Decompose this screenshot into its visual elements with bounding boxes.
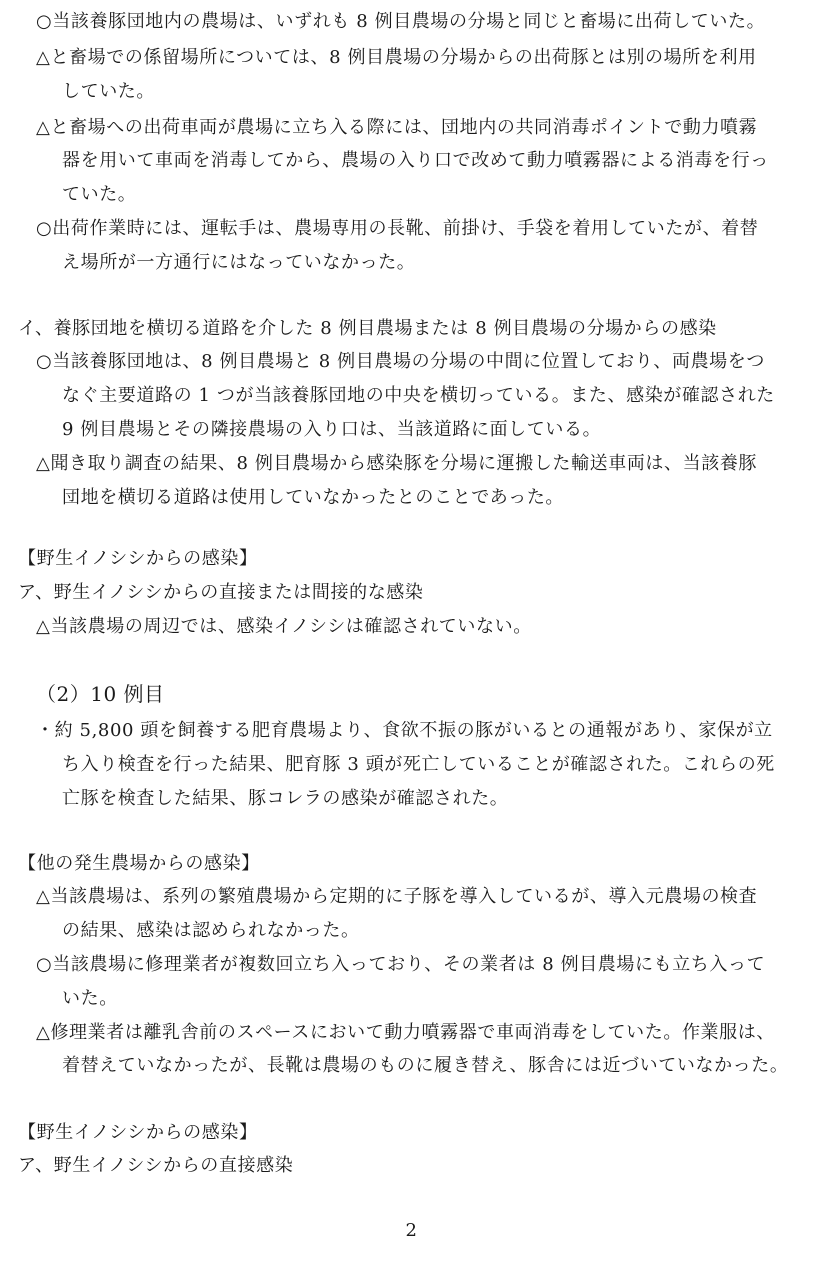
section-item: ア、野生イノシシからの直接感染	[18, 1155, 294, 1176]
bullet-line: ○当該養豚団地内の農場は、いずれも 8 例目農場の分場と同じと畜場に出荷していた。	[36, 11, 766, 32]
continuation-line: ち入り検査を行った結果、肥育豚 3 頭が死亡していることが確認された。これらの死	[62, 754, 775, 775]
bullet-line: △と畜場での係留場所については、8 例目農場の分場からの出荷豚とは別の場所を利用	[36, 47, 757, 68]
bullet-line: △聞き取り調査の結果、8 例目農場から感染豚を分場に運搬した輸送車両は、当該養豚	[36, 453, 758, 474]
continuation-line: 着替えていなかったが、長靴は農場のものに履き替え、豚舎には近づいていなかった。	[62, 1055, 789, 1076]
bullet-line: △当該農場の周辺では、感染イノシシは確認されていない。	[36, 616, 532, 637]
bullet-line: △当該農場は、系列の繁殖農場から定期的に子豚を導入しているが、導入元農場の検査	[36, 886, 758, 907]
continuation-line: 亡豚を検査した結果、豚コレラの感染が確認された。	[62, 788, 509, 809]
bracket-heading: 【野生イノシシからの感染】	[18, 1122, 258, 1143]
bullet-line: △と畜場への出荷車両が農場に立ち入る際には、団地内の共同消毒ポイントで動力噴霧	[36, 117, 758, 138]
bullet-line: ○当該養豚団地は、8 例目農場と 8 例目農場の分場の中間に位置しており、両農場をつ	[36, 351, 765, 372]
bullet-line: ・約 5,800 頭を飼養する肥育農場より、食欲不振の豚がいるとの通報があり、家保が立	[36, 720, 773, 741]
bracket-heading: 【他の発生農場からの感染】	[18, 853, 260, 874]
continuation-line: 9 例目農場とその隣接農場の入り口は、当該道路に面している。	[62, 419, 602, 440]
bullet-line: ○当該農場に修理業者が複数回立ち入っており、その業者は 8 例目農場にも立ち入って	[36, 954, 766, 975]
continuation-line: ていた。	[62, 184, 137, 205]
case-heading: （2）10 例目	[36, 682, 165, 706]
continuation-line: 団地を横切る道路は使用していなかったとのことであった。	[62, 487, 565, 508]
continuation-line: の結果、感染は認められなかった。	[62, 920, 360, 941]
bullet-line: △修理業者は離乳舎前のスペースにおいて動力噴霧器で車両消毒をしていた。作業服は、	[36, 1022, 775, 1043]
section-item: ア、野生イノシシからの直接または間接的な感染	[18, 582, 424, 603]
page-number: 2	[405, 1220, 418, 1241]
continuation-line: いた。	[62, 988, 118, 1009]
section-item: イ、養豚団地を横切る道路を介した 8 例目農場または 8 例目農場の分場からの感染	[18, 318, 717, 339]
bracket-heading: 【野生イノシシからの感染】	[18, 548, 258, 569]
bullet-line: ○出荷作業時には、運転手は、農場専用の長靴、前掛け、手袋を着用していたが、着替	[36, 218, 759, 239]
continuation-line: していた。	[62, 81, 155, 102]
continuation-line: 器を用いて車両を消毒してから、農場の入り口で改めて動力噴霧器による消毒を行っ	[62, 150, 769, 171]
continuation-line: え場所が一方通行にはなっていなかった。	[62, 252, 416, 273]
continuation-line: なぐ主要道路の 1 つが当該養豚団地の中央を横切っている。また、感染が確認された	[62, 385, 775, 406]
